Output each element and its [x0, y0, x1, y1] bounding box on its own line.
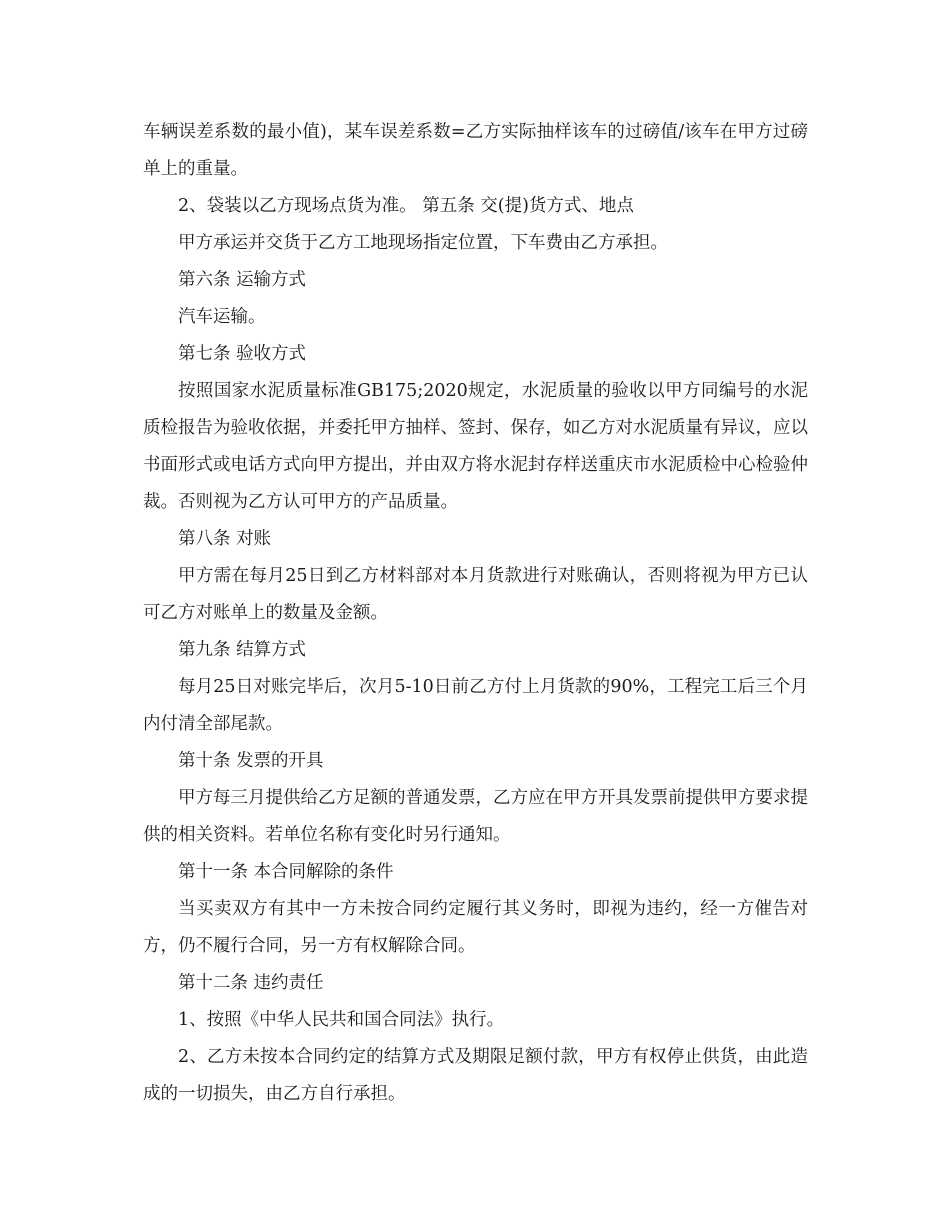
section-heading: 第十条 发票的开具: [178, 751, 324, 771]
paragraph: 甲方承运并交货于乙方工地现场指定位置，下车费由乙方承担。: [178, 233, 668, 253]
paragraph: 当买卖双方有其中一方未按合同约定履行其义务时，即视为违约，经一方催告对方，仍不履行合同，另一方有权解除合同。: [143, 899, 808, 956]
paragraph: 甲方需在每月25日到乙方材料部对本月货款进行对账确认，否则将视为甲方已认可乙方对账单上的数量及金额。: [143, 566, 808, 623]
section-heading: 第十一条 本合同解除的条件: [178, 862, 394, 882]
paragraph: 每月25日对账完毕后，次月5-10日前乙方付上月货款的90%，工程完工后三个月内付清全部尾款。: [143, 677, 808, 734]
paragraph: 2、袋装以乙方现场点货为准。 第五条 交(提)货方式、地点: [178, 196, 634, 216]
paragraph: 按照国家水泥质量标准GB175;2020规定，水泥质量的验收以甲方同编号的水泥质检报告为验收依据，并委托甲方抽样、签封、保存，如乙方对水泥质量有异议，应以书面形式或电话方式向甲方提出，并由双方将水泥封存样送重庆市水泥质检中心检验仲裁。否则视为乙方认可甲方的产品质量。: [143, 381, 808, 512]
section-heading: 第九条 结算方式: [178, 640, 307, 660]
paragraph-continued: 车辆误差系数的最小值)，某车误差系数=乙方实际抽样该车的过磅值/该车在甲方过磅单上的重量。: [143, 122, 808, 179]
document-body: [143, 114, 808, 1113]
section-heading: 第七条 验收方式: [178, 344, 307, 364]
paragraph: 1、按照《中华人民共和国合同法》执行。: [178, 1010, 505, 1030]
paragraph: 汽车运输。: [178, 307, 266, 327]
section-heading: 第六条 运输方式: [178, 270, 307, 290]
section-heading: 第十二条 违约责任: [178, 973, 324, 993]
section-heading: 第八条 对账: [178, 529, 272, 549]
paragraph: 2、乙方未按本合同约定的结算方式及期限足额付款，甲方有权停止供货，由此造成的一切损失，由乙方自行承担。: [143, 1047, 808, 1104]
paragraph: 甲方每三月提供给乙方足额的普通发票，乙方应在甲方开具发票前提供甲方要求提供的相关资料。若单位名称有变化时另行通知。: [143, 788, 808, 845]
